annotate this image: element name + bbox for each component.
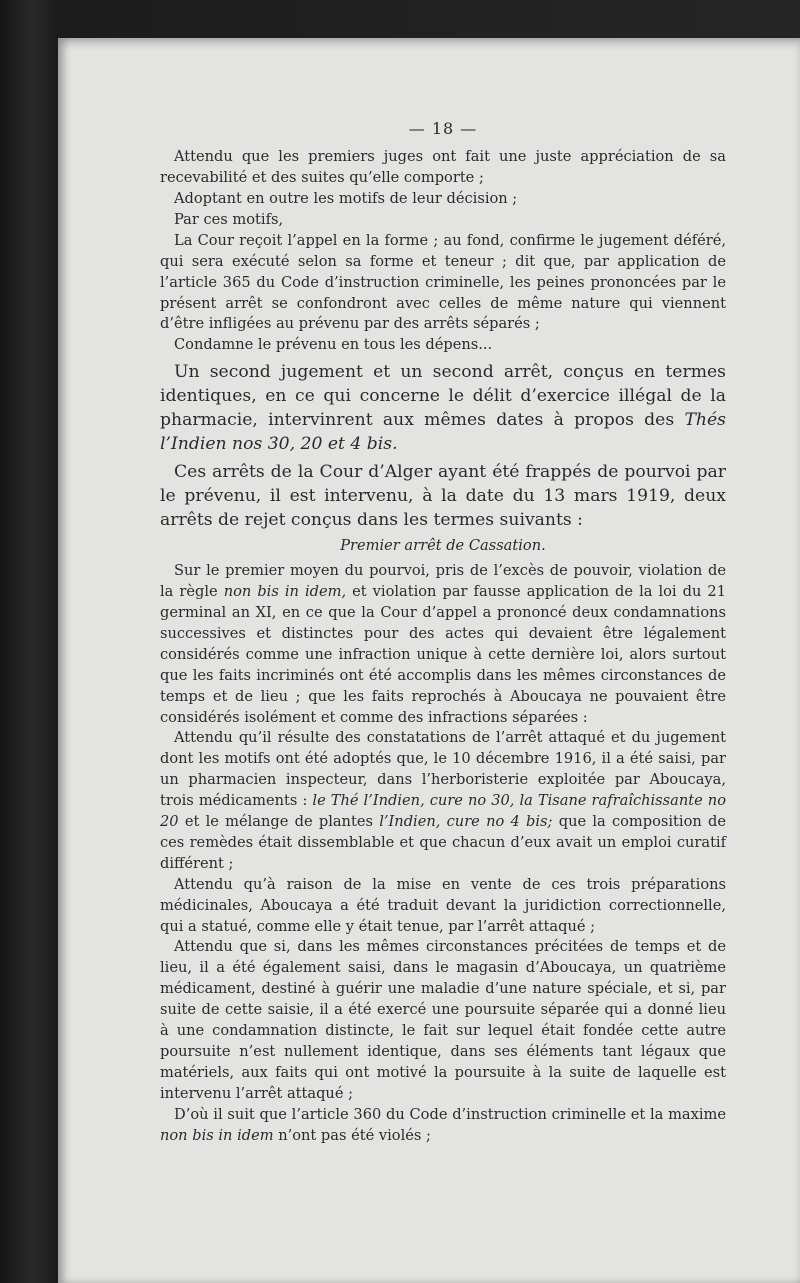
italic-text: l’Indien, cure no 4 bis; bbox=[379, 813, 553, 831]
section-heading: Premier arrêt de Cassation. bbox=[340, 537, 546, 555]
cassation-paragraph: Attendu que si, dans les mêmes circonstances précitées de temps et de lieu, il a été également saisi, dans le magasin d’Aboucaya, un quatrième médicament, destiné à guérir une maladie d’une nature spéciale, et si, par suite de cette saisie, il a été exercé une poursuite séparée qui a donné lieu à une condamnation distincte, le fait sur lequel était fondée cette autre poursuite n’est nullement identique, dans ses éléments tant légaux que matériels, aux faits qui ont motivé la poursuite à la suite de laquelle est intervenu l’arrêt attaqué ; bbox=[160, 938, 726, 1102]
page-number: — 18 — bbox=[408, 119, 478, 138]
quote-paragraph: Condamne le prévenu en tous les dépens... bbox=[174, 336, 493, 354]
cassation-text bbox=[160, 561, 726, 1146]
quote-paragraph: Par ces motifs, bbox=[174, 210, 284, 228]
page-text bbox=[160, 118, 726, 1147]
italic-text: le Thé l’Indien, cure no 30, la Tisane rafraîchissante no 20 bbox=[160, 792, 726, 831]
quote-paragraph: La Cour reçoit l’appel en la forme ; au fond, confirme le jugement déféré, qui sera exécuté selon sa forme et teneur ; dit que, par application de l’article 365 du Code d’instruction criminelle, les peines prononcées par le présent arrêt se confondront avec celles de même nature qui viennent d’être infligées au prévenu par des arrêts séparés ; bbox=[160, 231, 726, 333]
italic-text: non bis in idem, bbox=[223, 583, 347, 601]
body-paragraph bbox=[160, 360, 726, 456]
cassation-paragraph bbox=[160, 1105, 726, 1147]
body-paragraph: Ces arrêts de la Cour d’Alger ayant été frappés de pourvoi par le prévenu, il est intervenu, à la date du 13 mars 1919, deux arrêts de rejet conçus dans les termes suivants : bbox=[160, 462, 726, 531]
quote-paragraph: Adoptant en outre les motifs de leur décision ; bbox=[174, 190, 518, 208]
italic-text: Thés l’Indien nos 30, 20 et 4 bis. bbox=[160, 410, 726, 455]
cassation-paragraph: Attendu qu’à raison de la mise en vente de ces trois préparations médicinales, Aboucaya a été traduit devant la juridiction correctionnelle, qui a statué, comme elle y était tenue, par l’arrêt attaqué ; bbox=[160, 875, 726, 935]
text-run: D’où il suit que l’article 360 du Code d’instruction criminelle et la maxime bbox=[174, 1105, 726, 1123]
body-text: Un second jugement et un second arrêt, conçus en termes identiques, en ce qui concerne le délit d’exercice illégal de la pharmacie, intervinrent aux mêmes dates à propos des bbox=[160, 362, 726, 431]
narrative bbox=[160, 360, 726, 532]
quote-paragraph: Attendu que les premiers juges ont fait une juste appréciation de sa recevabilité et des suites qu’elle comporte ; bbox=[160, 148, 726, 187]
text-run: Sur le premier moyen du pourvoi, pris de l’excès de pouvoir, violation de la règle bbox=[160, 562, 726, 601]
cassation-paragraph bbox=[160, 728, 726, 874]
text-run: n’ont pas été violés ; bbox=[273, 1126, 431, 1144]
text-run: que la composition de ces remèdes était dissemblable et que chacun d’eux avait un emploi curatif différent ; bbox=[160, 813, 727, 872]
text-run: et le mélange de plantes bbox=[178, 813, 380, 831]
court-quote bbox=[160, 147, 726, 356]
cassation-paragraph bbox=[160, 561, 726, 728]
text-run: et violation par fausse application de la loi du 21 germinal an XI, en ce que la Cour d’appel a prononcé deux condamnations successives et distinctes pour des actes qui devaient être légalement considérés comme une infraction unique à cette dernière loi, alors surtout que les faits incriminés ont été accomplis dans les mêmes circonstances de temps et de lieu ; que les faits reprochés à Aboucaya ne pouvaient être considérés isolément et comme des infractions séparées : bbox=[160, 583, 726, 726]
text-run: Attendu qu’il résulte des constatations de l’arrêt attaqué et du jugement dont les motifs ont été adoptés que, le 10 décembre 1916, il a été saisi, par un pharmacien inspecteur, dans l’herboristerie exploitée par Aboucaya, trois médicaments : bbox=[160, 729, 726, 810]
italic-text: non bis in idem bbox=[160, 1126, 274, 1144]
